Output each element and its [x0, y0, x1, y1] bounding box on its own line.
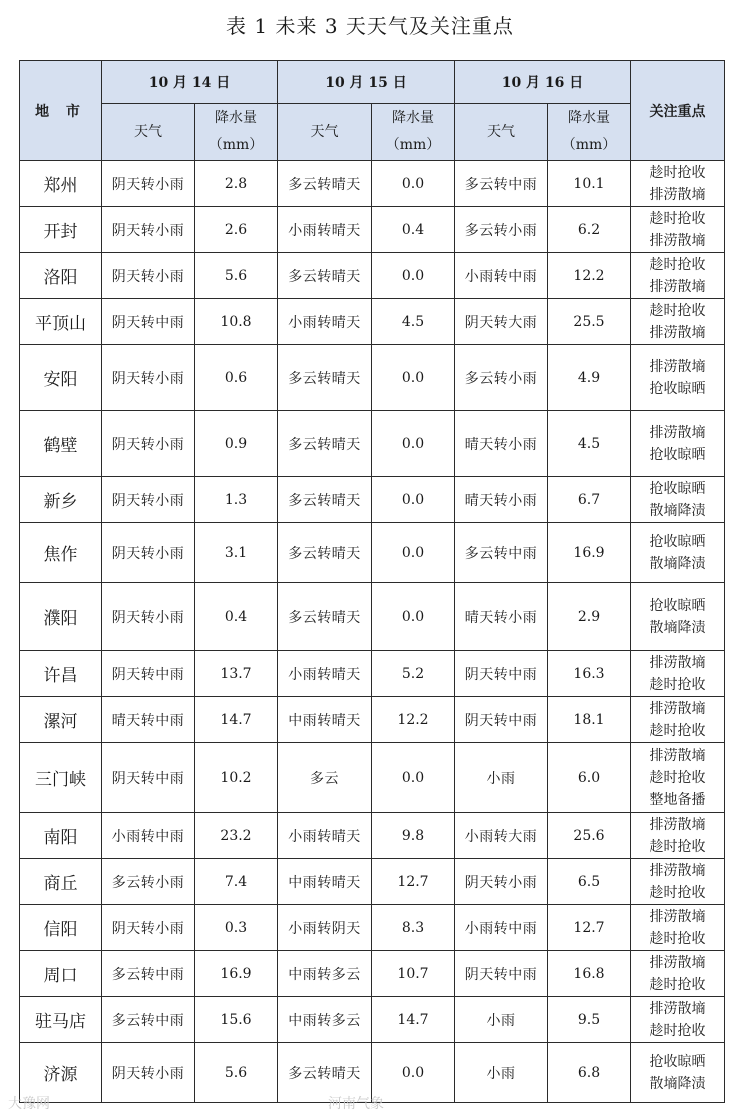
focus-item: 趁时抢收: [649, 1022, 706, 1039]
weather-subheader: 天气: [102, 104, 195, 161]
city-cell: 开封: [20, 207, 102, 253]
focus-item: 趁时抢收: [649, 930, 706, 947]
weather-cell: 小雨转晴天: [278, 651, 372, 697]
table-row: [20, 813, 725, 859]
precip-cell: 2.8: [195, 161, 278, 207]
weather-cell: 阴天转中雨: [102, 651, 195, 697]
weather-subheader: 天气: [455, 104, 548, 161]
focus-item: 排涝散墒: [649, 862, 706, 879]
table-row: [20, 583, 725, 651]
focus-item: 抢收晾晒: [649, 597, 706, 614]
precip-cell: 0.0: [372, 743, 455, 813]
table-row: [20, 345, 725, 411]
weather-cell: 阴天转中雨: [102, 299, 195, 345]
focus-item: 散墒降渍: [649, 619, 706, 636]
weather-cell: 阴天转小雨: [102, 345, 195, 411]
focus-item: 抢收晾晒: [649, 380, 706, 397]
precip-cell: 6.7: [548, 477, 631, 523]
focus-cell: [631, 997, 725, 1043]
precip-cell: 8.3: [372, 905, 455, 951]
focus-cell: [631, 651, 725, 697]
city-cell: 安阳: [20, 345, 102, 411]
precip-subheader: 降水量 （mm）: [195, 104, 278, 161]
weather-cell: 小雨转中雨: [455, 905, 548, 951]
focus-item: 排涝散墒: [649, 954, 706, 971]
precip-cell: 0.6: [195, 345, 278, 411]
weather-cell: 多云转晴天: [278, 1043, 372, 1103]
weather-cell: 阴天转中雨: [455, 951, 548, 997]
focus-item: 抢收晾晒: [649, 1053, 706, 1070]
precip-cell: 13.7: [195, 651, 278, 697]
focus-cell: [631, 951, 725, 997]
table-row: [20, 299, 725, 345]
weather-cell: 中雨转晴天: [278, 697, 372, 743]
weather-cell: 晴天转小雨: [455, 477, 548, 523]
city-cell: 新乡: [20, 477, 102, 523]
focus-item: 趁时抢收: [649, 164, 706, 181]
focus-cell: [631, 583, 725, 651]
focus-item: 趁时抢收: [649, 884, 706, 901]
weather-cell: 小雨转中雨: [455, 253, 548, 299]
weather-cell: 中雨转多云: [278, 951, 372, 997]
table-row: [20, 905, 725, 951]
table-row: [20, 951, 725, 997]
table-row: [20, 697, 725, 743]
weather-cell: 多云转晴天: [278, 411, 372, 477]
weather-cell: 阴天转中雨: [455, 651, 548, 697]
weather-cell: 小雨: [455, 743, 548, 813]
precip-cell: 0.0: [372, 161, 455, 207]
focus-item: 散墒降渍: [649, 555, 706, 572]
table-row: [20, 253, 725, 299]
weather-cell: 阴天转小雨: [102, 905, 195, 951]
precip-cell: 0.3: [195, 905, 278, 951]
precip-cell: 16.9: [195, 951, 278, 997]
focus-item: 排涝散墒: [649, 186, 706, 203]
focus-item: 排涝散墒: [649, 816, 706, 833]
table-body: [20, 161, 725, 1103]
precip-cell: 0.9: [195, 411, 278, 477]
focus-item: 排涝散墒: [649, 232, 706, 249]
weather-cell: 晴天转小雨: [455, 411, 548, 477]
weather-cell: 阴天转小雨: [102, 207, 195, 253]
focus-cell: [631, 859, 725, 905]
focus-item: 排涝散墒: [649, 700, 706, 717]
focus-item: 排涝散墒: [649, 324, 706, 341]
table-row: [20, 161, 725, 207]
city-cell: 漯河: [20, 697, 102, 743]
focus-item: 排涝散墒: [649, 424, 706, 441]
precip-cell: 0.0: [372, 253, 455, 299]
precip-subheader: 降水量 （mm）: [548, 104, 631, 161]
precip-cell: 5.2: [372, 651, 455, 697]
weather-cell: 阴天转中雨: [455, 697, 548, 743]
focus-item: 排涝散墒: [649, 1000, 706, 1017]
precip-cell: 14.7: [195, 697, 278, 743]
day-header-2: 10 月 15 日: [278, 61, 455, 104]
weather-cell: 阴天转小雨: [102, 411, 195, 477]
table-row: [20, 743, 725, 813]
precip-cell: 0.0: [372, 477, 455, 523]
precip-cell: 12.2: [548, 253, 631, 299]
weather-cell: 小雨转大雨: [455, 813, 548, 859]
precip-cell: 16.8: [548, 951, 631, 997]
focus-item: 散墒降渍: [649, 1075, 706, 1092]
focus-cell: [631, 905, 725, 951]
weather-subheader: 天气: [278, 104, 372, 161]
precip-cell: 5.6: [195, 253, 278, 299]
weather-cell: 中雨转多云: [278, 997, 372, 1043]
precip-cell: 14.7: [372, 997, 455, 1043]
precip-cell: 15.6: [195, 997, 278, 1043]
precip-cell: 23.2: [195, 813, 278, 859]
city-cell: 濮阳: [20, 583, 102, 651]
focus-cell: [631, 697, 725, 743]
precip-cell: 0.0: [372, 523, 455, 583]
precip-cell: 10.8: [195, 299, 278, 345]
table-row: [20, 411, 725, 477]
precip-cell: 5.6: [195, 1043, 278, 1103]
weather-cell: 阴天转小雨: [455, 859, 548, 905]
weather-cell: 多云转中雨: [102, 997, 195, 1043]
weather-cell: 阴天转大雨: [455, 299, 548, 345]
precip-cell: 10.1: [548, 161, 631, 207]
focus-header: 关注重点: [631, 61, 725, 161]
table-title: 表 1 未来 3 天天气及关注重点: [226, 14, 514, 38]
weather-cell: 阴天转小雨: [102, 161, 195, 207]
precip-cell: 10.7: [372, 951, 455, 997]
precip-cell: 2.9: [548, 583, 631, 651]
precip-cell: 0.0: [372, 1043, 455, 1103]
precip-cell: 0.0: [372, 583, 455, 651]
focus-item: 趁时抢收: [649, 838, 706, 855]
precip-cell: 18.1: [548, 697, 631, 743]
weather-cell: 阴天转中雨: [102, 743, 195, 813]
weather-cell: 多云转中雨: [102, 951, 195, 997]
city-cell: 鹤壁: [20, 411, 102, 477]
focus-item: 排涝散墒: [649, 278, 706, 295]
weather-cell: 小雨: [455, 1043, 548, 1103]
weather-cell: 晴天转中雨: [102, 697, 195, 743]
precip-cell: 1.3: [195, 477, 278, 523]
city-cell: 南阳: [20, 813, 102, 859]
weather-cell: 小雨转晴天: [278, 207, 372, 253]
focus-item: 整地备播: [649, 791, 706, 808]
precip-cell: 6.2: [548, 207, 631, 253]
focus-item: 抢收晾晒: [649, 533, 706, 550]
precip-cell: 10.2: [195, 743, 278, 813]
precip-cell: 0.0: [372, 345, 455, 411]
weather-cell: 多云转晴天: [278, 583, 372, 651]
precip-cell: 6.0: [548, 743, 631, 813]
day-header-3: 10 月 16 日: [455, 61, 631, 104]
weather-cell: 多云: [278, 743, 372, 813]
table-row: [20, 477, 725, 523]
precip-cell: 4.5: [372, 299, 455, 345]
city-cell: 焦作: [20, 523, 102, 583]
city-cell: 周口: [20, 951, 102, 997]
weather-cell: 小雨转晴天: [278, 813, 372, 859]
focus-item: 排涝散墒: [649, 747, 706, 764]
weather-cell: 小雨转中雨: [102, 813, 195, 859]
focus-item: 散墒降渍: [649, 502, 706, 519]
weather-cell: 多云转晴天: [278, 523, 372, 583]
precip-cell: 25.5: [548, 299, 631, 345]
precip-cell: 12.7: [548, 905, 631, 951]
focus-item: 排涝散墒: [649, 358, 706, 375]
precip-cell: 6.5: [548, 859, 631, 905]
focus-item: 抢收晾晒: [649, 446, 706, 463]
focus-item: 趁时抢收: [649, 210, 706, 227]
precip-cell: 3.1: [195, 523, 278, 583]
focus-cell: [631, 813, 725, 859]
precip-cell: 2.6: [195, 207, 278, 253]
precip-cell: 12.2: [372, 697, 455, 743]
weather-cell: 多云转中雨: [455, 161, 548, 207]
precip-cell: 0.4: [372, 207, 455, 253]
city-cell: 洛阳: [20, 253, 102, 299]
weather-cell: 阴天转小雨: [102, 523, 195, 583]
table-row: [20, 207, 725, 253]
precip-cell: 7.4: [195, 859, 278, 905]
focus-cell: [631, 411, 725, 477]
weather-cell: 小雨转阴天: [278, 905, 372, 951]
weather-cell: 多云转晴天: [278, 253, 372, 299]
focus-item: 趁时抢收: [649, 976, 706, 993]
precip-cell: 6.8: [548, 1043, 631, 1103]
weather-cell: 小雨转晴天: [278, 299, 372, 345]
weather-table: [19, 60, 725, 1103]
focus-cell: [631, 207, 725, 253]
weather-cell: 阴天转小雨: [102, 1043, 195, 1103]
watermark-left: 大豫网: [8, 1096, 50, 1112]
focus-item: 趁时抢收: [649, 302, 706, 319]
precip-cell: 9.5: [548, 997, 631, 1043]
focus-cell: [631, 1043, 725, 1103]
city-cell: 商丘: [20, 859, 102, 905]
table-row: [20, 997, 725, 1043]
city-cell: 三门峡: [20, 743, 102, 813]
focus-item: 抢收晾晒: [649, 480, 706, 497]
focus-cell: [631, 299, 725, 345]
weather-cell: 多云转小雨: [455, 345, 548, 411]
table-row: [20, 859, 725, 905]
city-header: 地 市: [20, 61, 102, 161]
weather-cell: 多云转中雨: [455, 523, 548, 583]
focus-item: 趁时抢收: [649, 769, 706, 786]
precip-cell: 9.8: [372, 813, 455, 859]
city-cell: 许昌: [20, 651, 102, 697]
weather-cell: 阴天转小雨: [102, 477, 195, 523]
focus-item: 趁时抢收: [649, 676, 706, 693]
city-cell: 平顶山: [20, 299, 102, 345]
table-row: [20, 523, 725, 583]
precip-cell: 16.9: [548, 523, 631, 583]
focus-item: 趁时抢收: [649, 722, 706, 739]
precip-cell: 0.0: [372, 411, 455, 477]
city-cell: 驻马店: [20, 997, 102, 1043]
day-header-1: 10 月 14 日: [102, 61, 278, 104]
weather-cell: 多云转小雨: [455, 207, 548, 253]
weather-cell: 晴天转小雨: [455, 583, 548, 651]
focus-item: 排涝散墒: [649, 908, 706, 925]
focus-cell: [631, 345, 725, 411]
focus-item: 趁时抢收: [649, 256, 706, 273]
precip-cell: 4.9: [548, 345, 631, 411]
weather-cell: 多云转晴天: [278, 477, 372, 523]
precip-subheader: 降水量 （mm）: [372, 104, 455, 161]
focus-cell: [631, 253, 725, 299]
precip-cell: 25.6: [548, 813, 631, 859]
weather-cell: 小雨: [455, 997, 548, 1043]
weather-cell: 多云转晴天: [278, 345, 372, 411]
precip-cell: 4.5: [548, 411, 631, 477]
watermark-right: 河南气象: [328, 1096, 384, 1112]
weather-cell: 中雨转晴天: [278, 859, 372, 905]
table-row: [20, 651, 725, 697]
precip-cell: 16.3: [548, 651, 631, 697]
weather-cell: 多云转晴天: [278, 161, 372, 207]
city-cell: 郑州: [20, 161, 102, 207]
precip-cell: 12.7: [372, 859, 455, 905]
precip-cell: 0.4: [195, 583, 278, 651]
city-cell: 信阳: [20, 905, 102, 951]
focus-item: 排涝散墒: [649, 654, 706, 671]
focus-cell: [631, 523, 725, 583]
weather-cell: 阴天转小雨: [102, 253, 195, 299]
weather-cell: 阴天转小雨: [102, 583, 195, 651]
city-cell: 济源: [20, 1043, 102, 1103]
focus-cell: [631, 477, 725, 523]
focus-cell: [631, 161, 725, 207]
focus-cell: [631, 743, 725, 813]
weather-cell: 多云转小雨: [102, 859, 195, 905]
